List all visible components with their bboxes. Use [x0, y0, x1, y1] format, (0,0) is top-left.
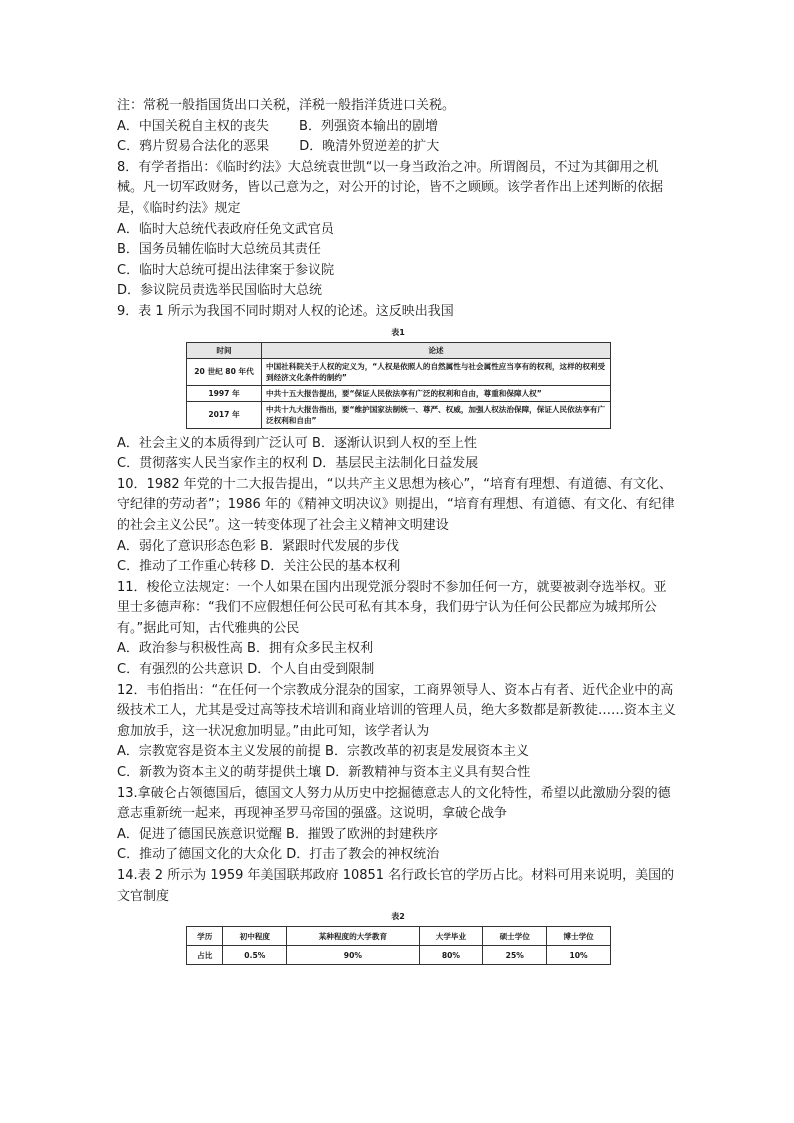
- value-cell: 25%: [483, 946, 547, 965]
- option-line: A．中国关税自主权的丧失 B．列强资本输出的剧增: [117, 118, 438, 134]
- option-line: C．推动了德国文化的大众化 D．打击了教会的神权统治: [117, 847, 440, 863]
- option-line: A．宗教宽容是资本主义发展的前提 B．宗教改革的初衷是发展资本主义: [117, 744, 529, 760]
- option-line: B．国务员辅佐临时大总统员其责任: [117, 242, 321, 258]
- note-and-q7-options: [117, 96, 679, 158]
- table-2-caption: 表2: [391, 912, 405, 922]
- question-10: 10．1982 年党的十二大报告提出，“以共产主义思想为核心”，“培育有理想、有道德、有文化、守纪律的劳动者”；1986 年的《精神文明决议》则提出，“培育有理想、有道德、有文化、有纪律的社会主义公民”。这一转变体现了社会主义精神文明建设: [117, 476, 675, 533]
- table-row: [187, 946, 611, 965]
- table-2: [186, 926, 611, 965]
- q11-options: [117, 639, 679, 680]
- header-cell: 博士学位: [547, 927, 611, 946]
- q8-options: [117, 220, 679, 323]
- time-cell: 1997 年: [187, 385, 262, 401]
- table-1: [186, 342, 611, 429]
- q9-options: [117, 434, 679, 475]
- q13-options: [117, 825, 679, 866]
- header-cell: 论述: [262, 342, 611, 358]
- question-13: 13.拿破仑占领德国后，德国文人努力从历史中挖掘德意志人的文化特性，希望以此激励分裂的德意志重新统一起来，再现神圣罗马帝国的强盛。这说明，拿破仑战争: [117, 785, 671, 822]
- header-cell: 时间: [187, 342, 262, 358]
- value-cell: 90%: [287, 946, 419, 965]
- table-row: [187, 385, 611, 401]
- table-1-caption: 表1: [391, 327, 405, 337]
- option-line: D．参议院员责选举民国临时大总统: [117, 283, 323, 299]
- exam-page: [117, 96, 679, 965]
- question-14: 14.表 2 所示为 1959 年美国联邦政府 10851 名行政长官的学历占比。材料可用来说明，美国的文官制度: [117, 868, 675, 904]
- text-cell: 中共十五大报告提出，要“保证人民依法享有广泛的权利和自由，尊重和保障人权”: [262, 385, 611, 401]
- time-cell: 2017 年: [187, 401, 262, 428]
- question-8: 8．有学者指出：《临时约法》大总统袁世凯“以一身当政治之冲。所谓阁员，不过为其御用之机械。凡一切军政财务，皆以己意为之，对公开的讨论，皆不之顾顾。该学者作出上述判断的依据是，《临时约法》规定: [117, 159, 664, 216]
- option-line: C．新教为资本主义的萌芽提供土壤 D．新教精神与资本主义具有契合性: [117, 765, 531, 781]
- table-row: [187, 358, 611, 385]
- row-label-cell: 占比: [187, 946, 223, 965]
- header-cell: 大学毕业: [419, 927, 483, 946]
- q10-options: [117, 537, 679, 578]
- option-line: C．推动了工作重心转移 D．关注公民的基本权利: [117, 559, 401, 575]
- q12-options: [117, 742, 679, 783]
- option-line: C．贯彻落实人民当家作主的权利 D．基层民主法制化日益发展: [117, 456, 479, 472]
- question-12: 12．韦伯指出：“在任何一个宗教成分混杂的国家，工商界领导人、资本占有者、近代企业中的高级技术工人，尤其是受过高等技术培训和商业培训的管理人员，绝大多数都是新教徒……资本主义愈加放手，这一状况愈加明显。”由此可知，该学者认为: [117, 682, 677, 739]
- option-line: A．社会主义的本质得到广泛认可 B．逐渐认识到人权的至上性: [117, 435, 477, 451]
- option-line: A．政治参与积极性高 B．拥有众多民主权利: [117, 641, 373, 657]
- option-line: C．临时大总统可提出法律案于参议院: [117, 262, 335, 278]
- option-line: A．临时大总统代表政府任免文武官员: [117, 221, 334, 237]
- option-line: A．弱化了意识形态色彩 B．紧跟时代发展的步伐: [117, 538, 399, 554]
- note-line: 注：常税一般指国货出口关税，洋税一般指洋货进口关税。: [117, 98, 456, 113]
- table-row: [187, 401, 611, 428]
- value-cell: 0.5%: [223, 946, 287, 965]
- table-header-row: [187, 927, 611, 946]
- table-header-row: [187, 342, 611, 358]
- value-cell: 80%: [419, 946, 483, 965]
- question-11: 11．梭伦立法规定：一个人如果在国内出现党派分裂时不参加任何一方，就要被剥夺选举权。亚里士多德声称：“我们不应假想任何公民可私有其本身，我们毋宁认为任何公民都应为城邦所公有。”据此可知，古代雅典的公民: [117, 579, 667, 636]
- option-line: C．有强烈的公共意识 D．个人自由受到限制: [117, 662, 375, 678]
- question-9: 9．表 1 所示为我国不同时期对人权的论述。这反映出我国: [117, 303, 454, 319]
- value-cell: 10%: [547, 946, 611, 965]
- header-cell: 某种程度的大学教育: [287, 927, 419, 946]
- header-cell: 硕士学位: [483, 927, 547, 946]
- text-cell: 中共十九大报告指出，要“维护国家法制统一、尊严、权威，加强人权法治保障，保证人民依法享有广泛权利和自由”: [262, 401, 611, 428]
- option-line: C．鸦片贸易合法化的恶果 D．晚清外贸逆差的扩大: [117, 139, 440, 155]
- text-cell: 中国社科院关于人权的定义为，“人权是依照人的自然属性与社会属性应当享有的权利，这样的权利受到经济文化条件的制约”: [262, 358, 611, 385]
- option-line: A．促进了德国民族意识觉醒 B．摧毁了欧洲的封建秩序: [117, 826, 438, 842]
- header-cell: 学历: [187, 927, 223, 946]
- header-cell: 初中程度: [223, 927, 287, 946]
- time-cell: 20 世纪 80 年代: [187, 358, 262, 385]
